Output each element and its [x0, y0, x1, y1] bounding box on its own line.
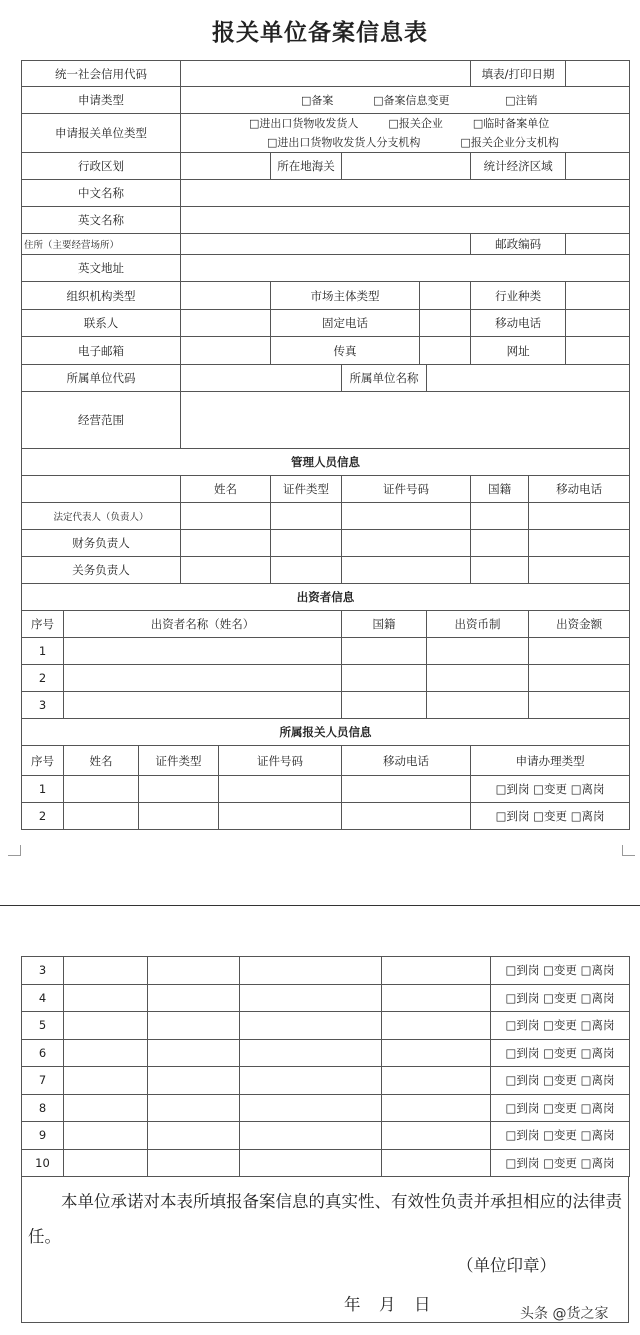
checkbox-modify[interactable]: □变更	[543, 1073, 577, 1088]
mgmt-row-legal-rep	[22, 503, 630, 530]
label-customs: 所在地海关	[271, 153, 342, 180]
checkbox-onboard[interactable]: □到岗	[495, 782, 530, 796]
investor-field[interactable]	[64, 692, 342, 719]
checkbox-broker-branch[interactable]: □报关企业分支机构	[460, 136, 559, 149]
field-fax[interactable]	[420, 337, 471, 365]
field-website[interactable]	[566, 337, 630, 365]
checkbox-cancel[interactable]: □注销	[505, 94, 538, 107]
staff-field[interactable]	[64, 1067, 148, 1095]
unit-seal: （单位印章）	[457, 1256, 556, 1275]
investor-row-no: 2	[22, 665, 64, 692]
staff-apply-options	[491, 984, 630, 1012]
mgmt-row-label: 关务负责人	[22, 557, 181, 584]
label-unit-type: 申请报关单位类型	[22, 114, 181, 153]
checkbox-modify[interactable]: □变更	[533, 782, 568, 796]
mgmt-col-name: 姓名	[181, 476, 271, 503]
staff-row	[22, 1149, 630, 1177]
crop-mark-right	[622, 845, 635, 856]
staff-header: 所属报关人员信息	[22, 719, 630, 746]
staff-field[interactable]	[240, 1094, 382, 1122]
staff-col-id-type: 证件类型	[139, 746, 219, 776]
investor-col-nationality: 国籍	[342, 611, 427, 638]
mgmt-field[interactable]	[271, 557, 342, 584]
staff-row-no: 9	[22, 1122, 64, 1150]
checkbox-onboard[interactable]: □到岗	[505, 1128, 540, 1143]
investor-col-currency: 出资币制	[427, 611, 529, 638]
staff-field[interactable]	[64, 1122, 148, 1150]
investor-field[interactable]	[64, 638, 342, 665]
field-contact[interactable]	[181, 310, 271, 337]
mgmt-field[interactable]	[342, 503, 471, 530]
form-title: 报关单位备案信息表	[212, 20, 428, 46]
staff-row-no: 7	[22, 1067, 64, 1095]
mgmt-field[interactable]	[471, 557, 529, 584]
investor-section-header	[22, 584, 630, 611]
staff-row	[22, 803, 630, 830]
mgmt-column-headers	[22, 476, 630, 503]
staff-row	[22, 984, 630, 1012]
staff-field[interactable]	[64, 1094, 148, 1122]
field-email[interactable]	[181, 337, 271, 365]
staff-row	[22, 957, 630, 985]
checkbox-customs-broker[interactable]: □报关企业	[388, 117, 443, 130]
staff-field[interactable]	[64, 957, 148, 985]
checkbox-onboard[interactable]: □到岗	[505, 963, 540, 978]
checkbox-leave[interactable]: □离岗	[580, 1128, 615, 1143]
row-apply-type	[22, 87, 630, 114]
label-parent-name: 所属单位名称	[342, 365, 427, 392]
row-org-type	[22, 282, 630, 310]
row-unit-type	[22, 114, 630, 153]
mgmt-row-finance	[22, 530, 630, 557]
label-mobile: 移动电话	[471, 310, 566, 337]
staff-field[interactable]	[219, 776, 342, 803]
staff-col-id-number: 证件号码	[219, 746, 342, 776]
label-admin-region: 行政区划	[22, 153, 181, 180]
label-postcode: 邮政编码	[471, 234, 566, 255]
investor-field[interactable]	[342, 638, 427, 665]
investor-row	[22, 665, 630, 692]
row-credit-code	[22, 61, 630, 87]
checkbox-modify[interactable]: □变更	[543, 1155, 577, 1170]
field-cn-name[interactable]	[181, 180, 630, 207]
investor-field[interactable]	[64, 665, 342, 692]
staff-field[interactable]	[139, 776, 219, 803]
staff-apply-options	[471, 776, 630, 803]
checkbox-modify[interactable]: □变更	[543, 963, 577, 978]
label-address: 住所（主要经营场所）	[22, 234, 181, 255]
mgmt-col-blank	[22, 476, 181, 503]
staff-row	[22, 1012, 630, 1040]
investor-field[interactable]	[427, 692, 529, 719]
staff-row-no: 8	[22, 1094, 64, 1122]
checkbox-onboard[interactable]: □到岗	[505, 990, 540, 1005]
checkbox-leave[interactable]: □离岗	[580, 963, 615, 978]
staff-row-no: 10	[22, 1149, 64, 1177]
mgmt-row-label: 财务负责人	[22, 530, 181, 557]
checkbox-leave[interactable]: □离岗	[580, 1155, 615, 1170]
field-industry[interactable]	[566, 282, 630, 310]
staff-field[interactable]	[64, 1149, 148, 1177]
page-separator	[0, 905, 640, 906]
label-credit-code: 统一社会信用代码	[22, 61, 181, 87]
staff-field[interactable]	[240, 1067, 382, 1095]
field-scope[interactable]	[181, 392, 630, 449]
sign-date: 年 月 日	[344, 1295, 432, 1314]
staff-field[interactable]	[148, 1067, 240, 1095]
label-market-type: 市场主体类型	[271, 282, 420, 310]
page-gap	[0, 832, 640, 956]
staff-field[interactable]	[148, 1039, 240, 1067]
mgmt-field[interactable]	[342, 557, 471, 584]
staff-apply-options	[491, 1149, 630, 1177]
investor-col-no: 序号	[22, 611, 64, 638]
staff-row-no: 3	[22, 957, 64, 985]
row-region	[22, 153, 630, 180]
staff-field[interactable]	[240, 1012, 382, 1040]
row-scope	[22, 392, 630, 449]
form-table-page2	[21, 956, 630, 1177]
mgmt-field[interactable]	[181, 557, 271, 584]
mgmt-field[interactable]	[471, 503, 529, 530]
investor-col-name: 出资者名称（姓名）	[64, 611, 342, 638]
staff-field[interactable]	[148, 957, 240, 985]
label-org-type: 组织机构类型	[22, 282, 181, 310]
checkbox-change[interactable]: □备案信息变更	[373, 94, 450, 107]
field-parent-name[interactable]	[427, 365, 630, 392]
field-mobile[interactable]	[566, 310, 630, 337]
mgmt-field[interactable]	[181, 530, 271, 557]
field-en-address[interactable]	[181, 255, 630, 282]
staff-field[interactable]	[382, 1067, 491, 1095]
investor-header: 出资者信息	[22, 584, 630, 611]
mgmt-field[interactable]	[181, 503, 271, 530]
row-contact	[22, 310, 630, 337]
staff-field[interactable]	[64, 803, 139, 830]
checkbox-consignor-branch[interactable]: □进出口货物收发货人分支机构	[267, 136, 421, 149]
checkbox-leave[interactable]: □离岗	[580, 1100, 615, 1115]
unit-type-options	[181, 114, 630, 153]
staff-field[interactable]	[64, 776, 139, 803]
row-en-name	[22, 207, 630, 234]
label-website: 网址	[471, 337, 566, 365]
staff-row-no: 4	[22, 984, 64, 1012]
investor-field[interactable]	[529, 692, 630, 719]
staff-field[interactable]	[342, 803, 471, 830]
staff-row-no: 1	[22, 776, 64, 803]
mgmt-field[interactable]	[529, 530, 630, 557]
field-market-type[interactable]	[420, 282, 471, 310]
staff-field[interactable]	[148, 1012, 240, 1040]
label-en-address: 英文地址	[22, 255, 181, 282]
checkbox-modify[interactable]: □变更	[543, 1100, 577, 1115]
staff-section-header	[22, 719, 630, 746]
row-en-address	[22, 255, 630, 282]
field-admin-region[interactable]	[181, 153, 271, 180]
checkbox-leave[interactable]: □离岗	[570, 782, 605, 796]
checkbox-leave[interactable]: □离岗	[570, 809, 605, 823]
staff-field[interactable]	[64, 1039, 148, 1067]
declaration-statement: 本单位承诺对本表所填报备案信息的真实性、有效性负责并承担相应的法律责任。	[28, 1192, 622, 1246]
mgmt-section-header	[22, 449, 630, 476]
staff-field[interactable]	[382, 1012, 491, 1040]
staff-row-no: 5	[22, 1012, 64, 1040]
mgmt-col-id-number: 证件号码	[342, 476, 471, 503]
checkbox-onboard[interactable]: □到岗	[505, 1100, 540, 1115]
checkbox-onboard[interactable]: □到岗	[505, 1018, 540, 1033]
investor-row	[22, 638, 630, 665]
staff-col-mobile: 移动电话	[342, 746, 471, 776]
staff-column-headers	[22, 746, 630, 776]
form-table-page1	[21, 60, 630, 830]
staff-field[interactable]	[240, 1039, 382, 1067]
checkbox-modify[interactable]: □变更	[543, 990, 577, 1005]
staff-apply-options	[491, 1012, 630, 1040]
crop-mark-left	[8, 845, 21, 856]
mgmt-field[interactable]	[271, 530, 342, 557]
checkbox-leave[interactable]: □离岗	[580, 1045, 615, 1060]
staff-field[interactable]	[148, 1149, 240, 1177]
staff-apply-options	[491, 1039, 630, 1067]
staff-col-name: 姓名	[64, 746, 139, 776]
label-fax: 传真	[271, 337, 420, 365]
checkbox-modify[interactable]: □变更	[533, 809, 568, 823]
staff-field[interactable]	[382, 984, 491, 1012]
label-cn-name: 中文名称	[22, 180, 181, 207]
staff-field[interactable]	[148, 1094, 240, 1122]
checkbox-onboard[interactable]: □到岗	[495, 809, 530, 823]
investor-field[interactable]	[427, 638, 529, 665]
row-parent	[22, 365, 630, 392]
mgmt-field[interactable]	[342, 530, 471, 557]
checkbox-onboard[interactable]: □到岗	[505, 1073, 540, 1088]
staff-field[interactable]	[382, 1149, 491, 1177]
mgmt-col-mobile: 移动电话	[529, 476, 630, 503]
checkbox-modify[interactable]: □变更	[543, 1128, 577, 1143]
staff-field[interactable]	[240, 957, 382, 985]
investor-field[interactable]	[342, 665, 427, 692]
staff-row-no: 2	[22, 803, 64, 830]
mgmt-header: 管理人员信息	[22, 449, 630, 476]
label-apply-type: 申请类型	[22, 87, 181, 114]
staff-field[interactable]	[382, 1039, 491, 1067]
staff-field[interactable]	[64, 1012, 148, 1040]
declaration-box	[21, 1176, 629, 1323]
staff-row-no: 6	[22, 1039, 64, 1067]
field-en-name[interactable]	[181, 207, 630, 234]
staff-field[interactable]	[219, 803, 342, 830]
staff-field[interactable]	[382, 957, 491, 985]
staff-col-apply-type: 申请办理类型	[471, 746, 630, 776]
checkbox-filing[interactable]: □备案	[301, 94, 334, 107]
investor-row-no: 1	[22, 638, 64, 665]
checkbox-modify[interactable]: □变更	[543, 1018, 577, 1033]
checkbox-consignor[interactable]: □进出口货物收发货人	[249, 117, 359, 130]
mgmt-col-nationality: 国籍	[471, 476, 529, 503]
staff-field[interactable]	[240, 1149, 382, 1177]
field-parent-code[interactable]	[181, 365, 342, 392]
staff-apply-options	[491, 1067, 630, 1095]
mgmt-row-label: 法定代表人（负责人）	[22, 503, 181, 530]
label-industry: 行业种类	[471, 282, 566, 310]
apply-type-options	[181, 87, 630, 114]
field-phone[interactable]	[420, 310, 471, 337]
staff-row	[22, 1067, 630, 1095]
checkbox-leave[interactable]: □离岗	[580, 1073, 615, 1088]
staff-field[interactable]	[240, 984, 382, 1012]
staff-field[interactable]	[342, 776, 471, 803]
checkbox-leave[interactable]: □离岗	[580, 1018, 615, 1033]
field-stat-region[interactable]	[566, 153, 630, 180]
checkbox-temporary[interactable]: □临时备案单位	[472, 117, 550, 130]
investor-column-headers	[22, 611, 630, 638]
staff-field[interactable]	[382, 1094, 491, 1122]
checkbox-leave[interactable]: □离岗	[580, 990, 615, 1005]
investor-field[interactable]	[427, 665, 529, 692]
mgmt-field[interactable]	[529, 503, 630, 530]
mgmt-col-id-type: 证件类型	[271, 476, 342, 503]
field-credit-code[interactable]	[181, 61, 471, 87]
staff-field[interactable]	[240, 1122, 382, 1150]
field-address[interactable]	[181, 234, 471, 255]
staff-row	[22, 1094, 630, 1122]
row-address	[22, 234, 630, 255]
investor-row-no: 3	[22, 692, 64, 719]
mgmt-field[interactable]	[271, 503, 342, 530]
staff-col-no: 序号	[22, 746, 64, 776]
checkbox-modify[interactable]: □变更	[543, 1045, 577, 1060]
staff-field[interactable]	[139, 803, 219, 830]
field-postcode[interactable]	[566, 234, 630, 255]
label-stat-region: 统计经济区域	[471, 153, 566, 180]
staff-row	[22, 776, 630, 803]
label-email: 电子邮箱	[22, 337, 181, 365]
row-email	[22, 337, 630, 365]
field-org-type[interactable]	[181, 282, 271, 310]
mgmt-row-customs	[22, 557, 630, 584]
investor-field[interactable]	[342, 692, 427, 719]
field-fill-date[interactable]	[566, 61, 630, 87]
staff-field[interactable]	[148, 1122, 240, 1150]
staff-apply-options	[471, 803, 630, 830]
investor-field[interactable]	[529, 665, 630, 692]
field-customs[interactable]	[342, 153, 471, 180]
investor-col-amount: 出资金额	[529, 611, 630, 638]
staff-apply-options	[491, 1122, 630, 1150]
checkbox-onboard[interactable]: □到岗	[505, 1045, 540, 1060]
staff-field[interactable]	[64, 984, 148, 1012]
label-scope: 经营范围	[22, 392, 181, 449]
row-cn-name	[22, 180, 630, 207]
staff-field[interactable]	[382, 1122, 491, 1150]
label-fill-date: 填表/打印日期	[471, 61, 566, 87]
staff-apply-options	[491, 957, 630, 985]
checkbox-onboard[interactable]: □到岗	[505, 1155, 540, 1170]
staff-row	[22, 1122, 630, 1150]
label-parent-code: 所属单位代码	[22, 365, 181, 392]
label-phone: 固定电话	[271, 310, 420, 337]
label-en-name: 英文名称	[22, 207, 181, 234]
investor-row	[22, 692, 630, 719]
staff-field[interactable]	[148, 984, 240, 1012]
investor-field[interactable]	[529, 638, 630, 665]
staff-apply-options	[491, 1094, 630, 1122]
label-contact: 联系人	[22, 310, 181, 337]
mgmt-field[interactable]	[529, 557, 630, 584]
staff-row	[22, 1039, 630, 1067]
watermark: 头条 @货之家	[520, 1306, 609, 1322]
mgmt-field[interactable]	[471, 530, 529, 557]
